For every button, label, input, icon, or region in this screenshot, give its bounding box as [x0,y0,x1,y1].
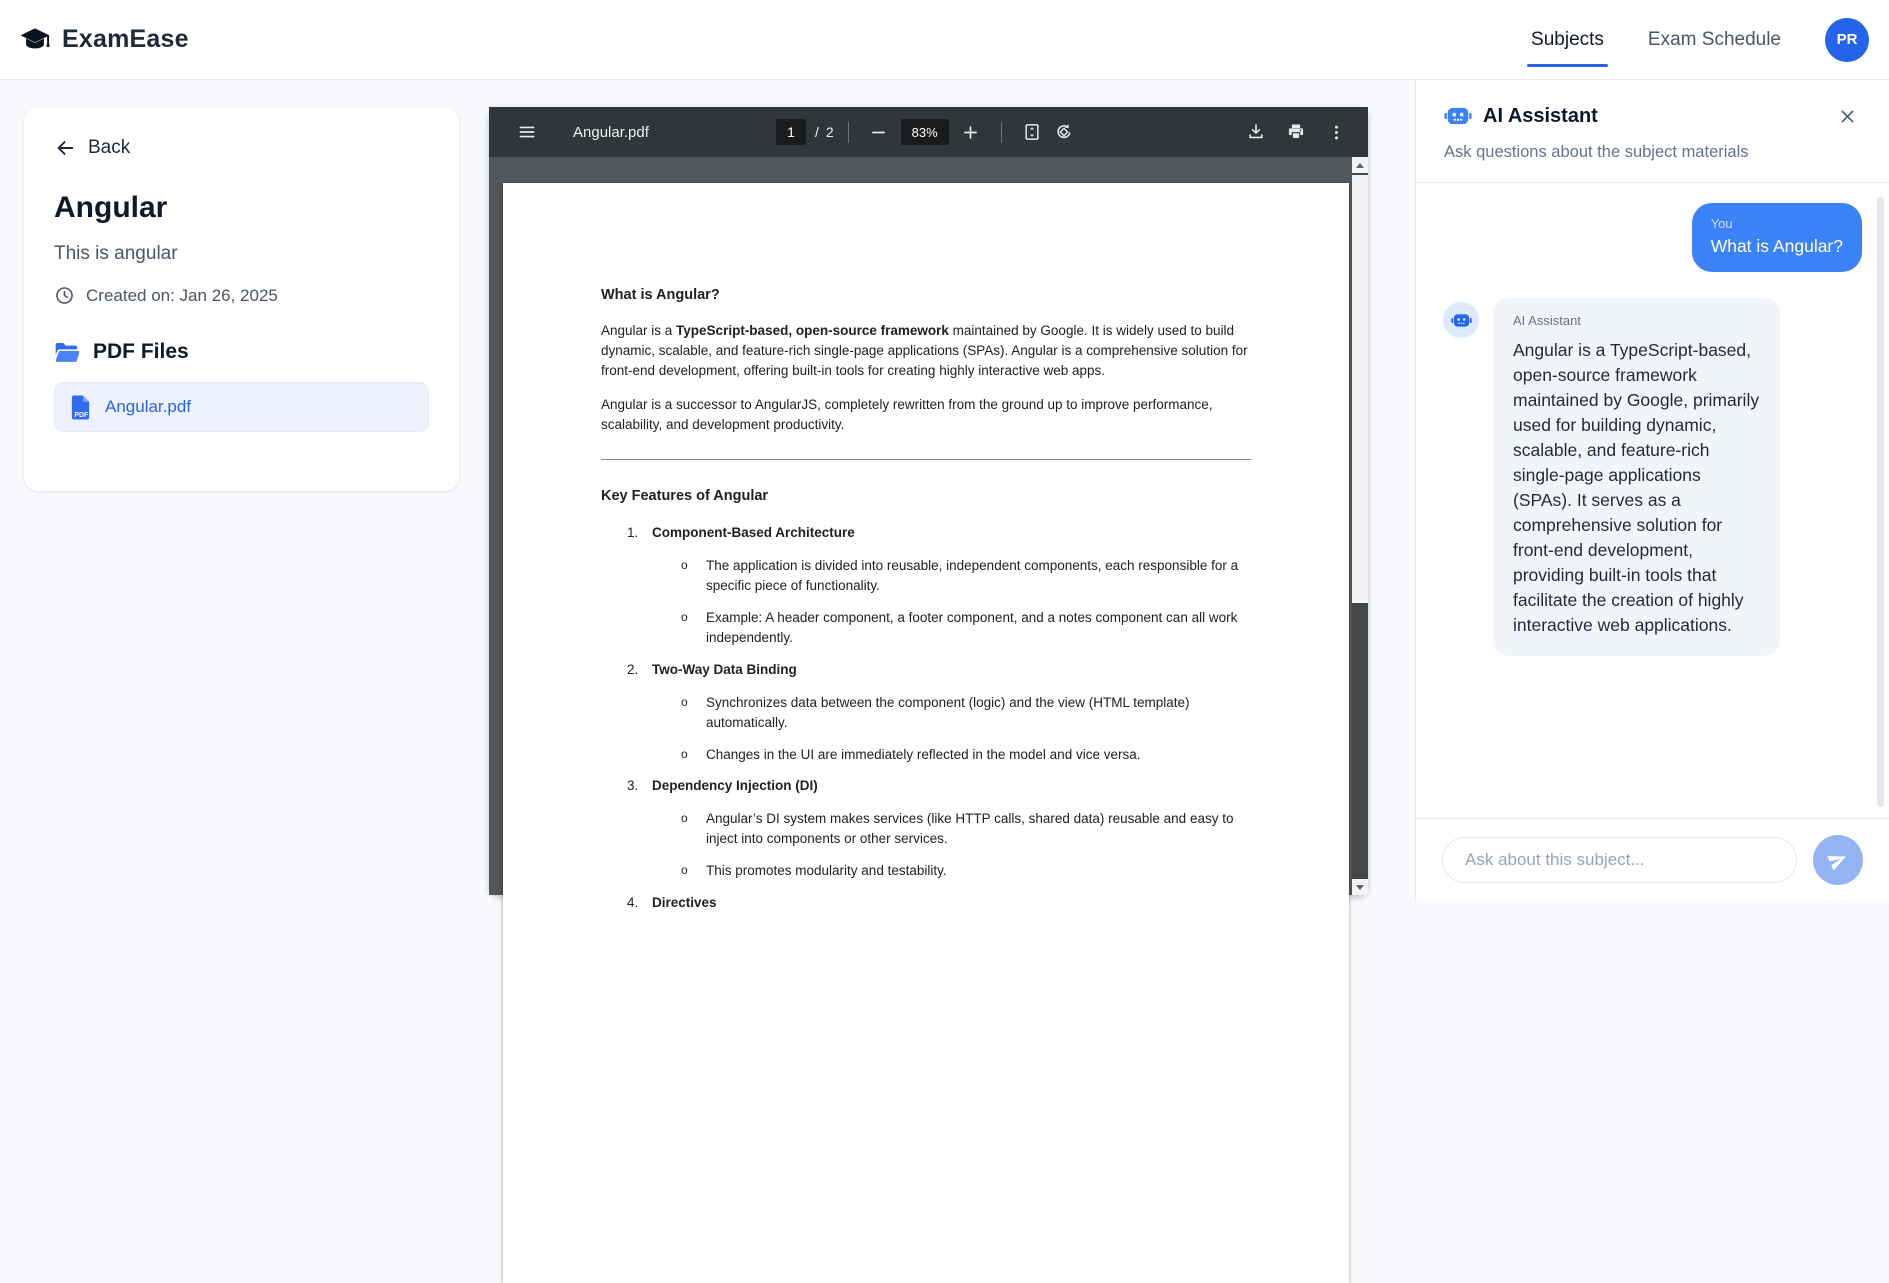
pdf-content-area [489,157,1368,911]
message-sender-label: AI Assistant [1513,313,1581,328]
top-navbar [0,0,1889,80]
doc-feature-2: 2. Two-Way Data Binding o Synchronizes data between the component (logic) and the view (HTML template) automatically. o Changes in the UI are immediately reflected in the model and vice versa. [627,661,1190,762]
send-icon [1823,845,1852,874]
download-icon[interactable] [1240,116,1272,148]
clock-icon [54,285,75,306]
back-label: Back [88,137,131,158]
user-message [1443,203,1862,272]
file-name: Angular.pdf [105,397,192,416]
chat-messages [1416,183,1889,818]
pdf-viewer [489,107,1368,911]
message-sender-label: You [1710,216,1733,231]
page-number-input[interactable]: 1 [776,119,806,145]
zoom-in-icon[interactable] [955,116,987,148]
scroll-down-icon[interactable] [1352,879,1368,895]
doc-heading-2: Key Features of Angular [601,488,769,505]
message-text: Angular is a TypeScript-based, open-source framework maintained by Google, primarily used for building dynamic, scalable, and feature-rich single-page applications (SPAs). It serves as a comprehensive solution for front-end development, providing built-in tools that facilitate the creation of highly interactive web applications. [1513,340,1760,636]
robot-icon [1451,310,1472,331]
doc-feature-1: 1. Component-Based Architecture o The application is divided into reusable, independent components, each responsible for a specific piece of functionality. o Example: A header component, a footer component, and a notes component can all work independently. [627,524,1239,645]
pdf-scrollbar [1352,157,1368,895]
folder-icon [54,341,81,364]
pdf-page [503,183,1349,1283]
page-divider: / [815,124,819,140]
pdf-file-icon [70,394,93,421]
ai-panel-subtitle: Ask questions about the subject materials [1444,143,1749,161]
chat-input-bar [1416,818,1889,901]
fit-page-icon[interactable] [1016,116,1048,148]
send-button[interactable] [1813,835,1863,885]
pdf-toolbar [489,107,1368,157]
user-message-bubble [1692,203,1862,272]
page-total: 2 [825,124,834,140]
subject-title: Angular [54,191,168,224]
assistant-message [1443,298,1862,656]
user-avatar[interactable]: PR [1825,18,1869,62]
app-logo[interactable] [18,25,189,54]
assistant-avatar [1443,302,1479,338]
subject-description: This is angular [54,243,178,264]
toolbar-separator [1001,122,1002,143]
nav-item-exam-schedule[interactable]: Exam Schedule [1647,28,1781,50]
pdf-title: Angular.pdf [573,123,649,141]
page-count [815,124,834,140]
doc-feature-4: 4. Directives [627,895,717,911]
back-arrow-icon [54,137,76,159]
scroll-up-icon[interactable] [1352,157,1368,173]
print-icon[interactable] [1280,116,1312,148]
doc-divider [601,459,1251,460]
file-item[interactable] [54,382,429,432]
ai-assistant-panel [1415,80,1889,901]
chat-input[interactable] [1442,837,1797,883]
created-date-row [54,285,429,306]
created-date-label: Created on: Jan 26, 2025 [86,285,278,305]
subject-card [24,107,459,491]
nav-links [1531,18,1871,62]
graduation-cap-icon [18,26,52,53]
pdf-document-text [601,285,1251,913]
doc-heading-1: What is Angular? [601,287,720,303]
robot-icon [1444,102,1472,130]
toolbar-separator [848,122,849,143]
pdf-files-heading [54,340,429,364]
doc-paragraph-1: Angular is a TypeScript-based, open-source framework maintained by Google. It is widely used to build dynamic, scalable, and feature-rich single-page applications (SPAs). Angular is a comprehensive solution for front-end development, offering built-in tools for creating highly interactive web apps. [601,323,1248,379]
more-options-icon[interactable] [1320,116,1352,148]
close-icon[interactable] [1834,103,1861,130]
app-name: ExamEase [62,25,189,53]
menu-icon[interactable] [511,116,543,148]
main-content [0,80,1889,911]
chat-scrollbar[interactable] [1877,197,1884,807]
ai-panel-title: AI Assistant [1483,104,1598,127]
ai-panel-header [1416,80,1889,183]
nav-item-subjects[interactable]: Subjects [1531,28,1604,50]
pdf-scrollbar-thumb[interactable] [1352,175,1368,603]
pdf-icon-label: PDF [74,411,89,419]
message-text: What is Angular? [1710,236,1843,256]
pdf-files-label: PDF Files [93,340,189,363]
back-button[interactable] [54,137,130,159]
doc-paragraph-2: Angular is a successor to AngularJS, completely rewritten from the ground up to improve performance, scalability, and development productivity. [601,397,1213,433]
doc-feature-3: 3. Dependency Injection (DI) o Angular’s DI system makes services (like HTTP calls, shared data) reusable and easy to inject into components or other services. o This promotes modularity and testability. [627,778,1234,879]
zoom-out-icon[interactable] [863,116,895,148]
rotate-icon[interactable] [1048,116,1080,148]
zoom-level-input[interactable]: 83% [901,119,949,145]
assistant-message-bubble [1493,298,1780,656]
